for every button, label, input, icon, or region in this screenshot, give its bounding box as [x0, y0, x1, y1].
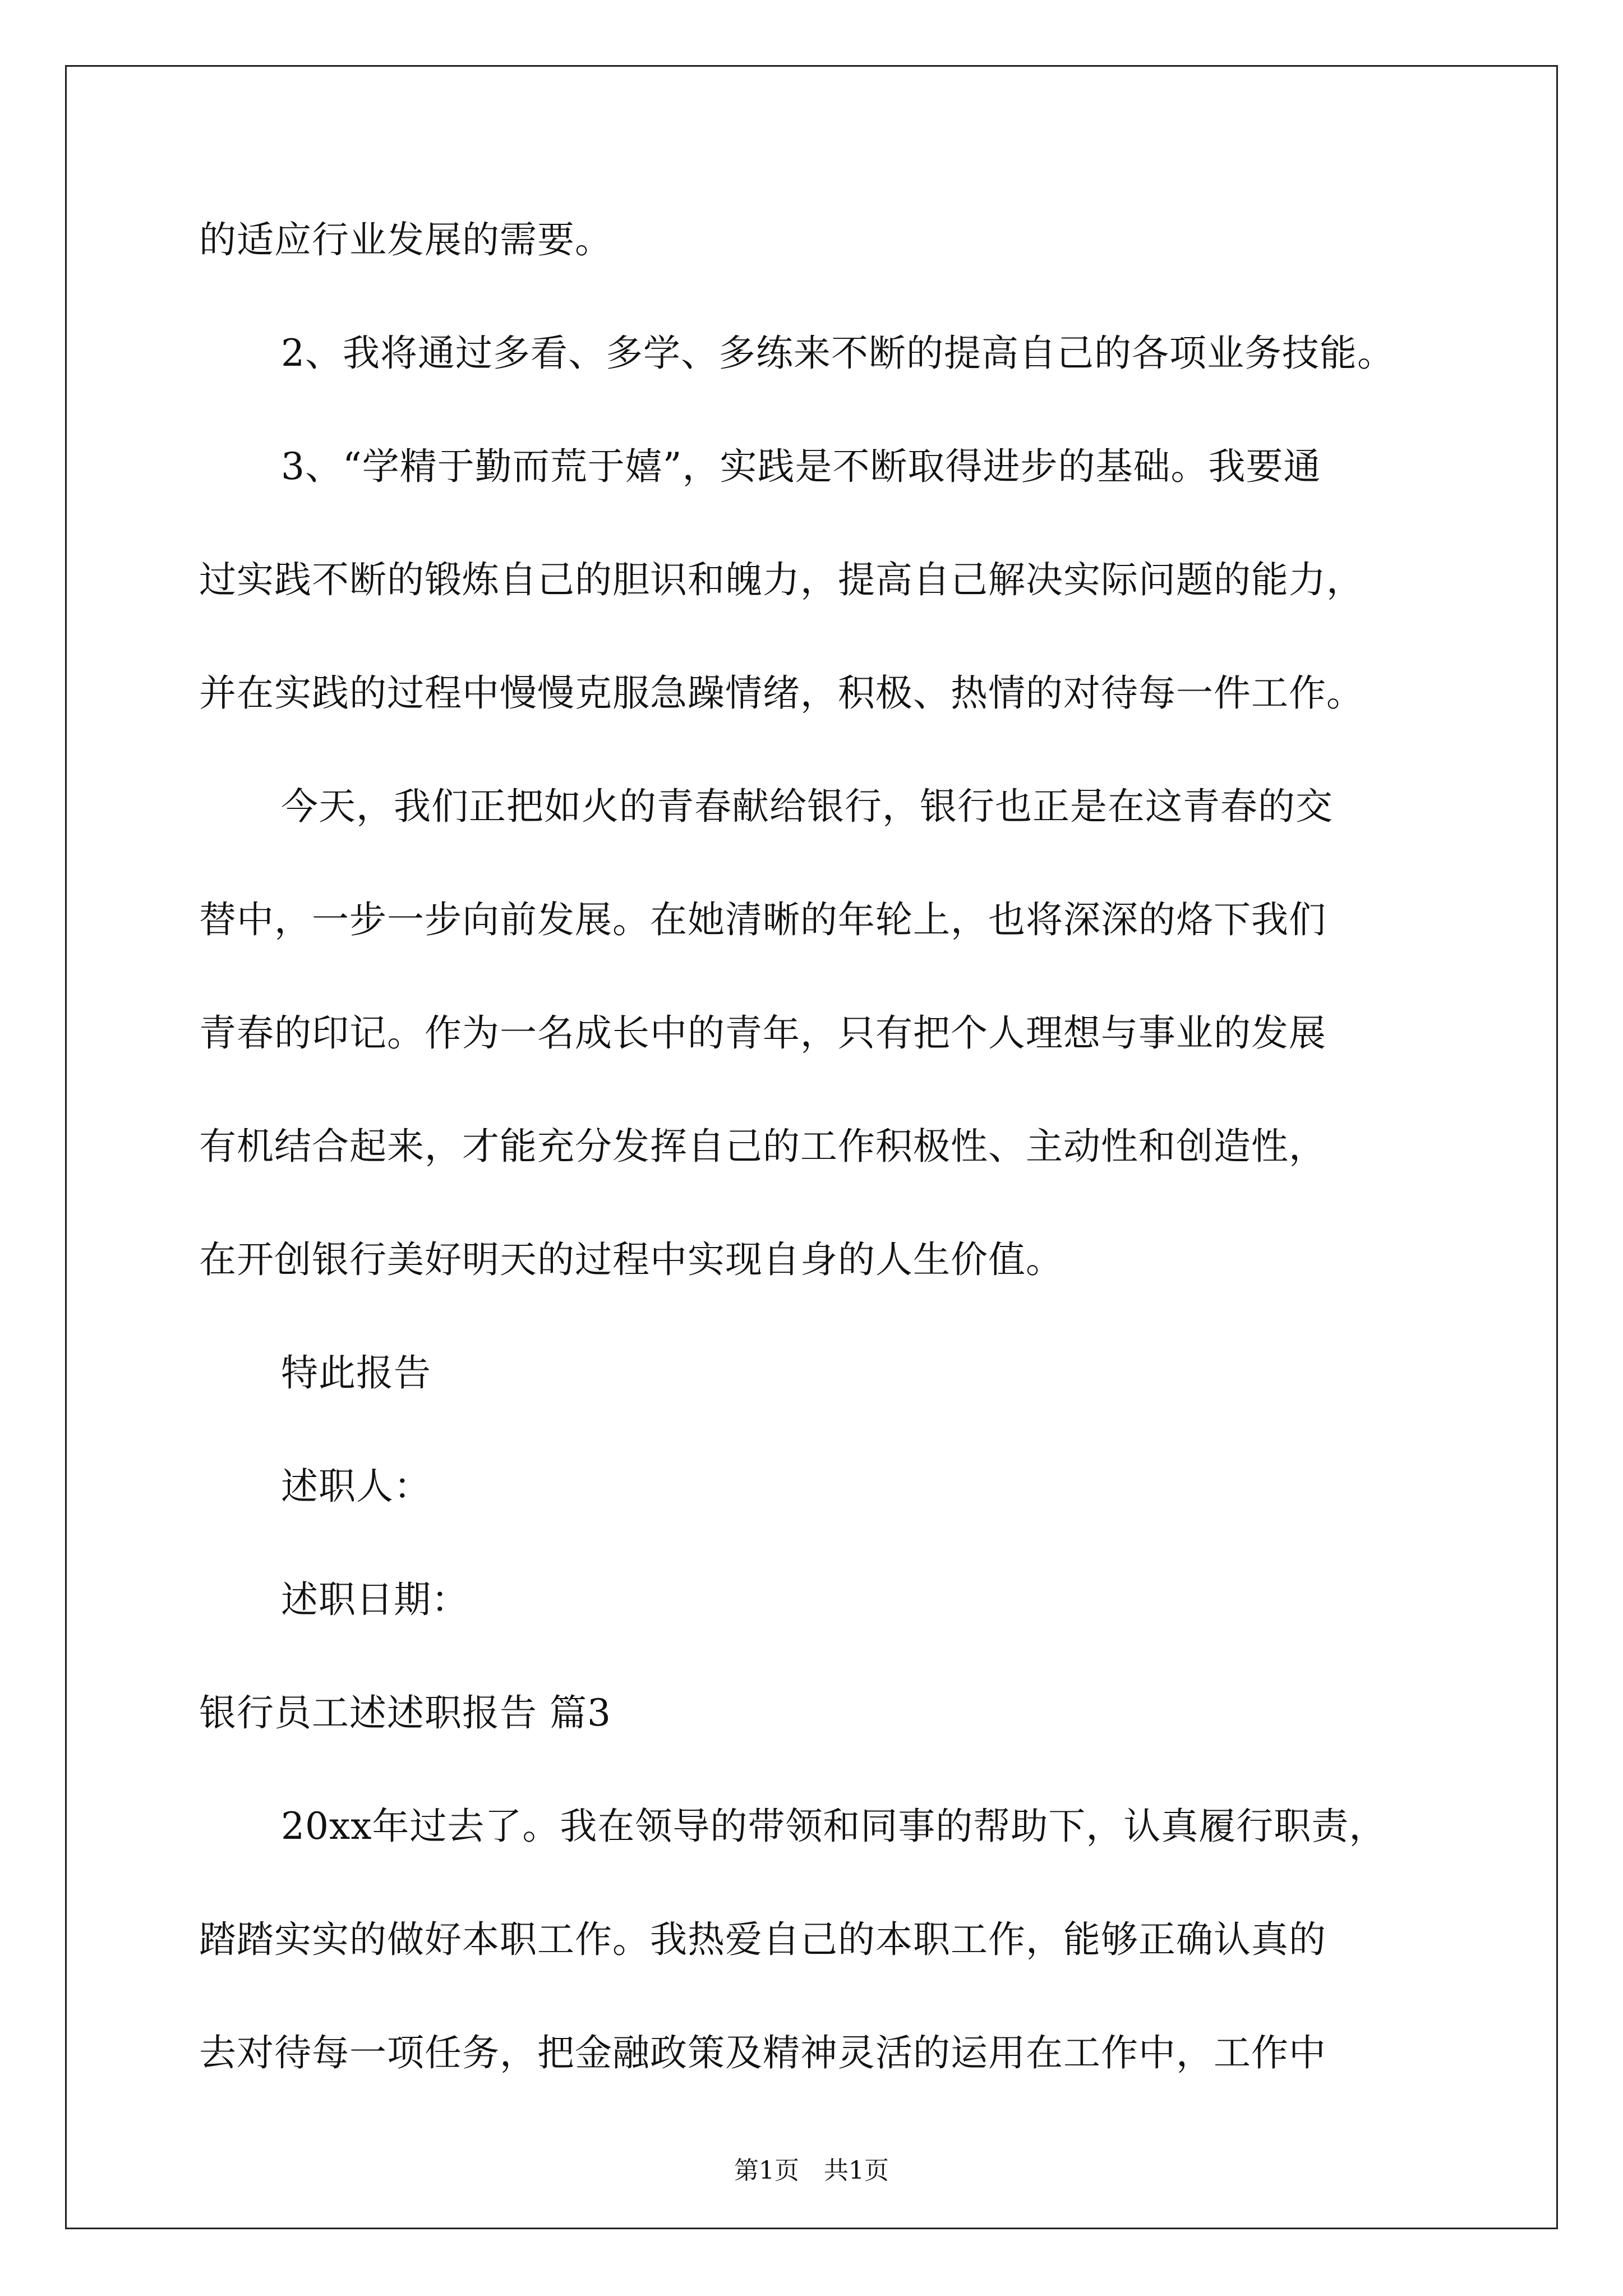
text-line-1: 的适应行业发展的需要。: [199, 218, 612, 261]
text-line-3: 3、“学精于勤而荒于嬉”，实践是不断取得进步的基础。我要通: [281, 445, 1321, 488]
text-line-13: 述职日期：: [281, 1578, 469, 1621]
page-footer: 第1页 共1页: [734, 2156, 889, 2185]
text-line-15: 20xx年过去了。我在领导的带领和同事的帮助下，认真履行职责，: [281, 1805, 1387, 1848]
text-line-12: 述职人：: [281, 1465, 431, 1508]
text-line-4: 过实践不断的锻炼自己的胆识和魄力，提高自己解决实际问题的能力，: [199, 558, 1364, 601]
text-line-5: 并在实践的过程中慢慢克服急躁情绪，积极、热情的对待每一件工作。: [199, 671, 1364, 715]
text-line-6: 今天，我们正把如火的青春献给银行，银行也正是在这青春的交: [281, 785, 1333, 828]
text-line-17: 去对待每一项任务，把金融政策及精神灵活的运用在工作中，工作中: [199, 2031, 1326, 2074]
text-line-16: 踏踏实实的做好本职工作。我热爱自己的本职工作，能够正确认真的: [199, 1918, 1326, 1961]
text-line-7: 替中，一步一步向前发展。在她清晰的年轮上，也将深深的烙下我们: [199, 898, 1326, 941]
text-line-11: 特此报告: [281, 1351, 431, 1395]
section-heading: 银行员工述述职报告 篇3: [199, 1691, 611, 1734]
text-line-10: 在开创银行美好明天的过程中实现自身的人生价值。: [199, 1238, 1063, 1281]
text-line-8: 青春的印记。作为一名成长中的青年，只有把个人理想与事业的发展: [199, 1011, 1326, 1055]
text-line-9: 有机结合起来，才能充分发挥自己的工作积极性、主动性和创造性，: [199, 1125, 1326, 1168]
text-line-2: 2、我将通过多看、多学、多练来不断的提高自己的各项业务技能。: [281, 332, 1395, 375]
